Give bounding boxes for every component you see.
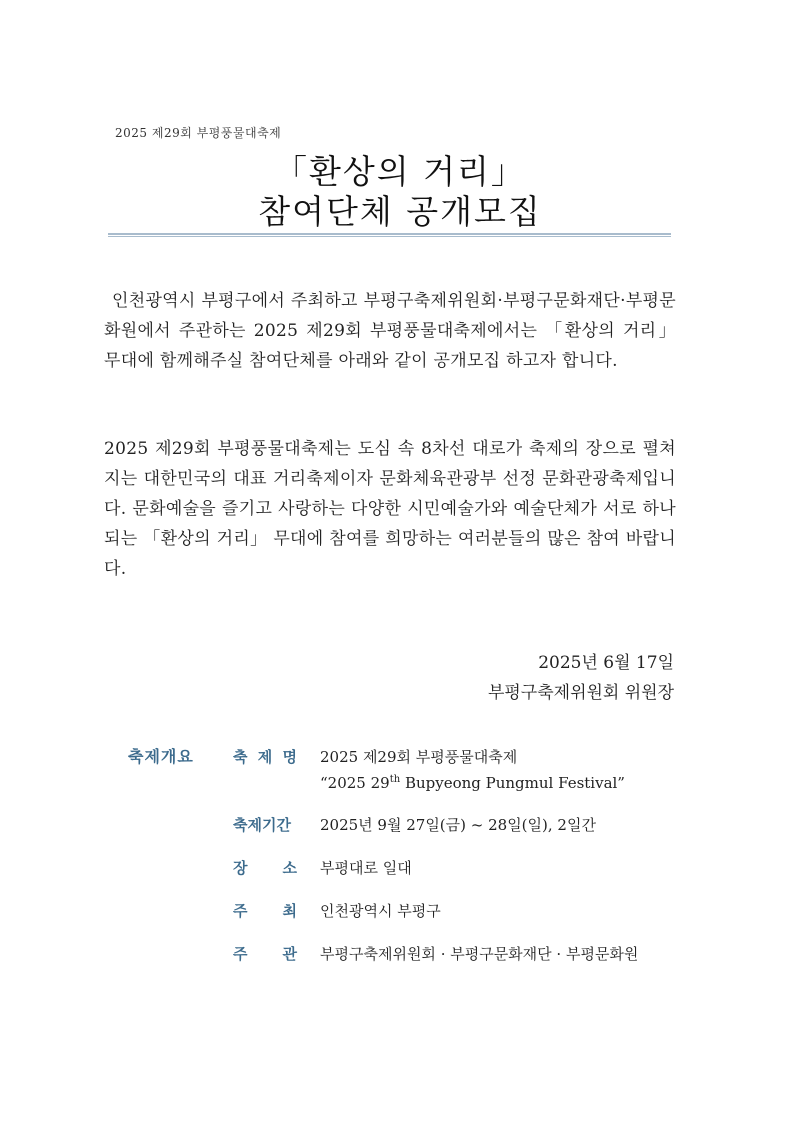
row-label-organizer: 주 관 (233, 945, 297, 963)
row-label-host: 주 최 (233, 902, 297, 920)
title-line-1: 「환상의 거리」 (274, 152, 526, 191)
row-label-name: 축 제 명 (233, 748, 297, 766)
row-value-period: 2025년 9월 27일(금) ~ 28일(일), 2일간 (320, 816, 596, 834)
issuer: 부평구축제위원회 위원장 (487, 683, 674, 703)
row-value-name: 2025 제29회 부평풍물대축제 “2025 29th Bupyeong Pungmul Festival” (320, 748, 625, 792)
row-label-place: 장 소 (233, 859, 297, 877)
header-small-title: 2025 제29회 부평풍물대축제 (115, 126, 282, 140)
row-label-period: 축제기간 (233, 816, 291, 834)
row-value-host: 인천광역시 부평구 (320, 902, 441, 920)
intro-paragraph: 인천광역시 부평구에서 주최하고 부평구축제위원회·부평구문화재단·부평문화원에서 주관하는 2025 제29회 부평풍물대축제에서는 「환상의 거리」 무대에 함께해주실 참여단체를 아래와 같이 공개모집 하고자 합니다. (104, 291, 676, 371)
title-line-2: 참여단체 공개모집 (258, 192, 542, 231)
announcement-date: 2025년 6월 17일 (538, 653, 674, 673)
overview-heading: 축제개요 (128, 747, 194, 766)
row-value-organizer: 부평구축제위원회 · 부평구문화재단 · 부평문화원 (320, 945, 639, 963)
title-divider (108, 233, 671, 237)
description-paragraph: 2025 제29회 부평풍물대축제는 도심 속 8차선 대로가 축제의 장으로 펼쳐지는 대한민국의 대표 거리축제이자 문화체육관광부 선정 문화관광축제입니다. 문화예술을 즐기고 사랑하는 다양한 시민예술가와 예술단체가 서로 하나되는 「환상의 거리」 무대에 참여를 희망하는 여러분들의 많은 참여 바랍니다. (104, 439, 676, 579)
row-value-place: 부평대로 일대 (320, 859, 412, 877)
